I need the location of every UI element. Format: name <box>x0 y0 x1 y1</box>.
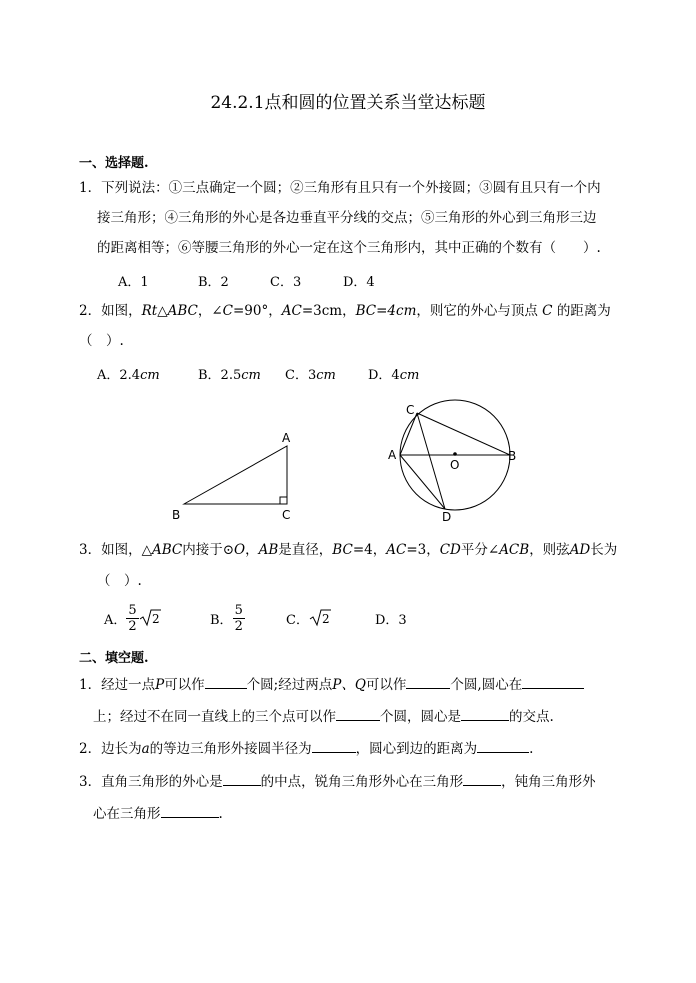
chord-cd <box>417 413 445 509</box>
q3-option-d: D．3 <box>375 612 407 628</box>
f1-text: 个圆,圆心在 <box>450 677 523 693</box>
figure-circle <box>383 398 523 528</box>
center-dot <box>453 452 457 456</box>
label-d: D <box>442 510 452 524</box>
answer-blank[interactable] <box>522 674 584 689</box>
option-label: D．4 <box>368 368 400 383</box>
q1-line1: 下列说法：①三点确定一个圆；②三角形有且只有一个外接圆；③圆有且只有一个内 <box>101 180 601 196</box>
f1-var: P <box>155 677 165 693</box>
figure-right-triangle <box>165 425 305 525</box>
option-label: C．3 <box>285 368 317 383</box>
fraction <box>126 603 138 634</box>
q2-text: ，∠ <box>197 303 223 319</box>
q2-text: 如图， <box>101 303 142 319</box>
f3-text: 直角三角形的外心是 <box>101 774 223 790</box>
question-number: 1． <box>79 677 102 693</box>
answer-blank[interactable] <box>477 738 529 753</box>
section-heading-fill: 二、填空题. <box>79 651 149 666</box>
answer-blank[interactable] <box>463 771 501 786</box>
q2-var: BC <box>355 303 377 319</box>
chord-ac <box>400 413 417 455</box>
numerator: 5 <box>234 602 243 618</box>
question-number: 1． <box>79 180 102 196</box>
f3-text: . <box>218 806 223 822</box>
answer-blank[interactable] <box>205 674 247 689</box>
option-label: C． <box>286 612 309 628</box>
answer-blank[interactable] <box>406 674 450 689</box>
question-1 <box>79 178 601 198</box>
f1-text: 经过一点 <box>101 677 156 693</box>
q1-option-a: A．1 <box>118 275 149 290</box>
f3-text: ，钝角三角形外 <box>501 774 596 790</box>
chord-cb <box>417 413 510 455</box>
f1-text: 可以作 <box>365 677 407 693</box>
q3-text: =3， <box>406 542 440 558</box>
section-heading-choice: 一、选择题. <box>79 156 149 171</box>
fill-question-3-line2 <box>93 803 223 824</box>
label-b: B <box>508 449 517 463</box>
q2-var: C <box>222 303 233 319</box>
f1-text: 个圆，圆心是 <box>380 709 461 725</box>
question-number: 2． <box>79 741 102 757</box>
answer-blank[interactable] <box>223 771 261 786</box>
q3-text: ，则弦 <box>529 542 570 558</box>
q2-text: =4cm <box>376 303 417 319</box>
option-unit: cm <box>140 368 160 383</box>
label-c: C <box>406 403 415 417</box>
q3-text: 如图，△ <box>101 542 152 558</box>
f1-text: 上；经过不在同一直线上的三个点可以作 <box>93 709 336 725</box>
f1-text: 可以作 <box>164 677 205 693</box>
fill-question-3 <box>79 771 596 792</box>
q2-triangle: △ABC <box>157 303 198 319</box>
f2-text: 边长为 <box>101 741 142 757</box>
fraction <box>233 603 245 634</box>
q1-option-b: B．2 <box>198 275 229 290</box>
q2-option-b <box>198 364 261 383</box>
option-unit: cm <box>316 368 336 383</box>
answer-blank[interactable] <box>461 706 509 721</box>
q3-text: 长为 <box>590 542 618 558</box>
answer-blank[interactable] <box>312 738 356 753</box>
numerator: 5 <box>128 602 137 618</box>
label-a: A <box>282 431 291 445</box>
f3-text: 心在三角形 <box>93 806 161 822</box>
option-label: A． <box>104 612 127 628</box>
q3-text: 内接于⊙ <box>182 542 235 558</box>
fill-question-1 <box>79 674 584 695</box>
question-number: 3． <box>79 774 102 790</box>
q3-line2: （ ）. <box>97 573 142 589</box>
f1-var: P、Q <box>332 677 366 693</box>
q2-rt: Rt <box>141 303 158 319</box>
f2-text: 的等边三角形外接圆半径为 <box>149 741 312 757</box>
q2-option-a <box>97 364 160 383</box>
label-a: A <box>388 448 397 462</box>
q3-option-b <box>210 598 245 638</box>
label-c: C <box>282 508 291 522</box>
q2-var: AC <box>281 303 302 319</box>
denominator: 2 <box>128 618 137 634</box>
answer-blank[interactable] <box>336 706 380 721</box>
question-number: 3． <box>79 542 102 558</box>
answer-blank[interactable] <box>161 803 219 818</box>
f2-text: ，圆心到边的距离为 <box>355 741 478 757</box>
q3-text: ， <box>245 542 259 558</box>
q2-text: =3cm， <box>301 303 356 319</box>
triangle-abc <box>184 446 287 504</box>
f3-text: 的中点，锐角三角形外心在三角形 <box>260 774 464 790</box>
question-2 <box>79 301 611 321</box>
option-unit: cm <box>399 368 420 383</box>
q3-var: ACB <box>499 542 530 558</box>
fill-question-2 <box>79 738 533 759</box>
q2-text: =90°， <box>232 303 282 319</box>
radicand: 2 <box>151 612 160 626</box>
q3-option-a <box>104 598 161 638</box>
q3-var: CD <box>439 542 461 558</box>
fill-question-1-line2 <box>93 706 554 727</box>
q3-var: ABC <box>151 542 183 558</box>
option-label: B．2.5 <box>198 368 242 383</box>
f2-var: a <box>141 741 150 757</box>
option-label: B． <box>210 612 233 628</box>
q3-var: AB <box>258 542 279 558</box>
q1-option-c: C．3 <box>270 275 302 290</box>
radicand: 2 <box>321 612 330 626</box>
q3-text: =4， <box>352 542 387 558</box>
q3-option-c <box>286 598 331 638</box>
label-b: B <box>172 508 181 522</box>
q3-var: AC <box>386 542 407 558</box>
q3-text: 是直径， <box>278 542 333 558</box>
right-angle-mark <box>280 497 287 504</box>
label-o: O <box>450 458 460 472</box>
q2-var: C <box>542 303 553 319</box>
option-label: A．2.4 <box>97 368 141 383</box>
q2-text: ，则它的外心与顶点 <box>416 303 538 319</box>
question-3 <box>79 540 617 560</box>
q3-text: 平分∠ <box>460 542 500 558</box>
q2-line2: （ ）. <box>79 333 124 349</box>
q2-option-c <box>285 364 336 383</box>
q2-text: 的距离为 <box>556 303 611 319</box>
q1-line2: 接三角形；④三角形的外心是各边垂直平分线的交点；⑤三角形的外心到三角形三边 <box>97 210 597 226</box>
option-unit: cm <box>241 368 261 383</box>
denominator: 2 <box>234 618 243 634</box>
q2-option-d <box>368 364 419 383</box>
question-number: 2． <box>79 303 102 319</box>
q1-option-d: D．4 <box>343 275 375 290</box>
f1-text: 个圆;经过两点 <box>246 677 333 693</box>
page-title: 24.2.1点和圆的位置关系当堂达标题 <box>210 93 486 113</box>
q3-var: O <box>234 542 246 558</box>
q3-var: BC <box>332 542 353 558</box>
f1-text: 的交点. <box>509 709 554 725</box>
q3-var: AD <box>569 542 591 558</box>
q1-line3: 的距离相等；⑥等腰三角形的外心一定在这个三角形内，其中正确的个数有（ ）. <box>97 240 601 256</box>
sqrt-icon <box>309 608 331 628</box>
sqrt-icon <box>139 608 161 628</box>
f2-text: . <box>529 741 534 757</box>
